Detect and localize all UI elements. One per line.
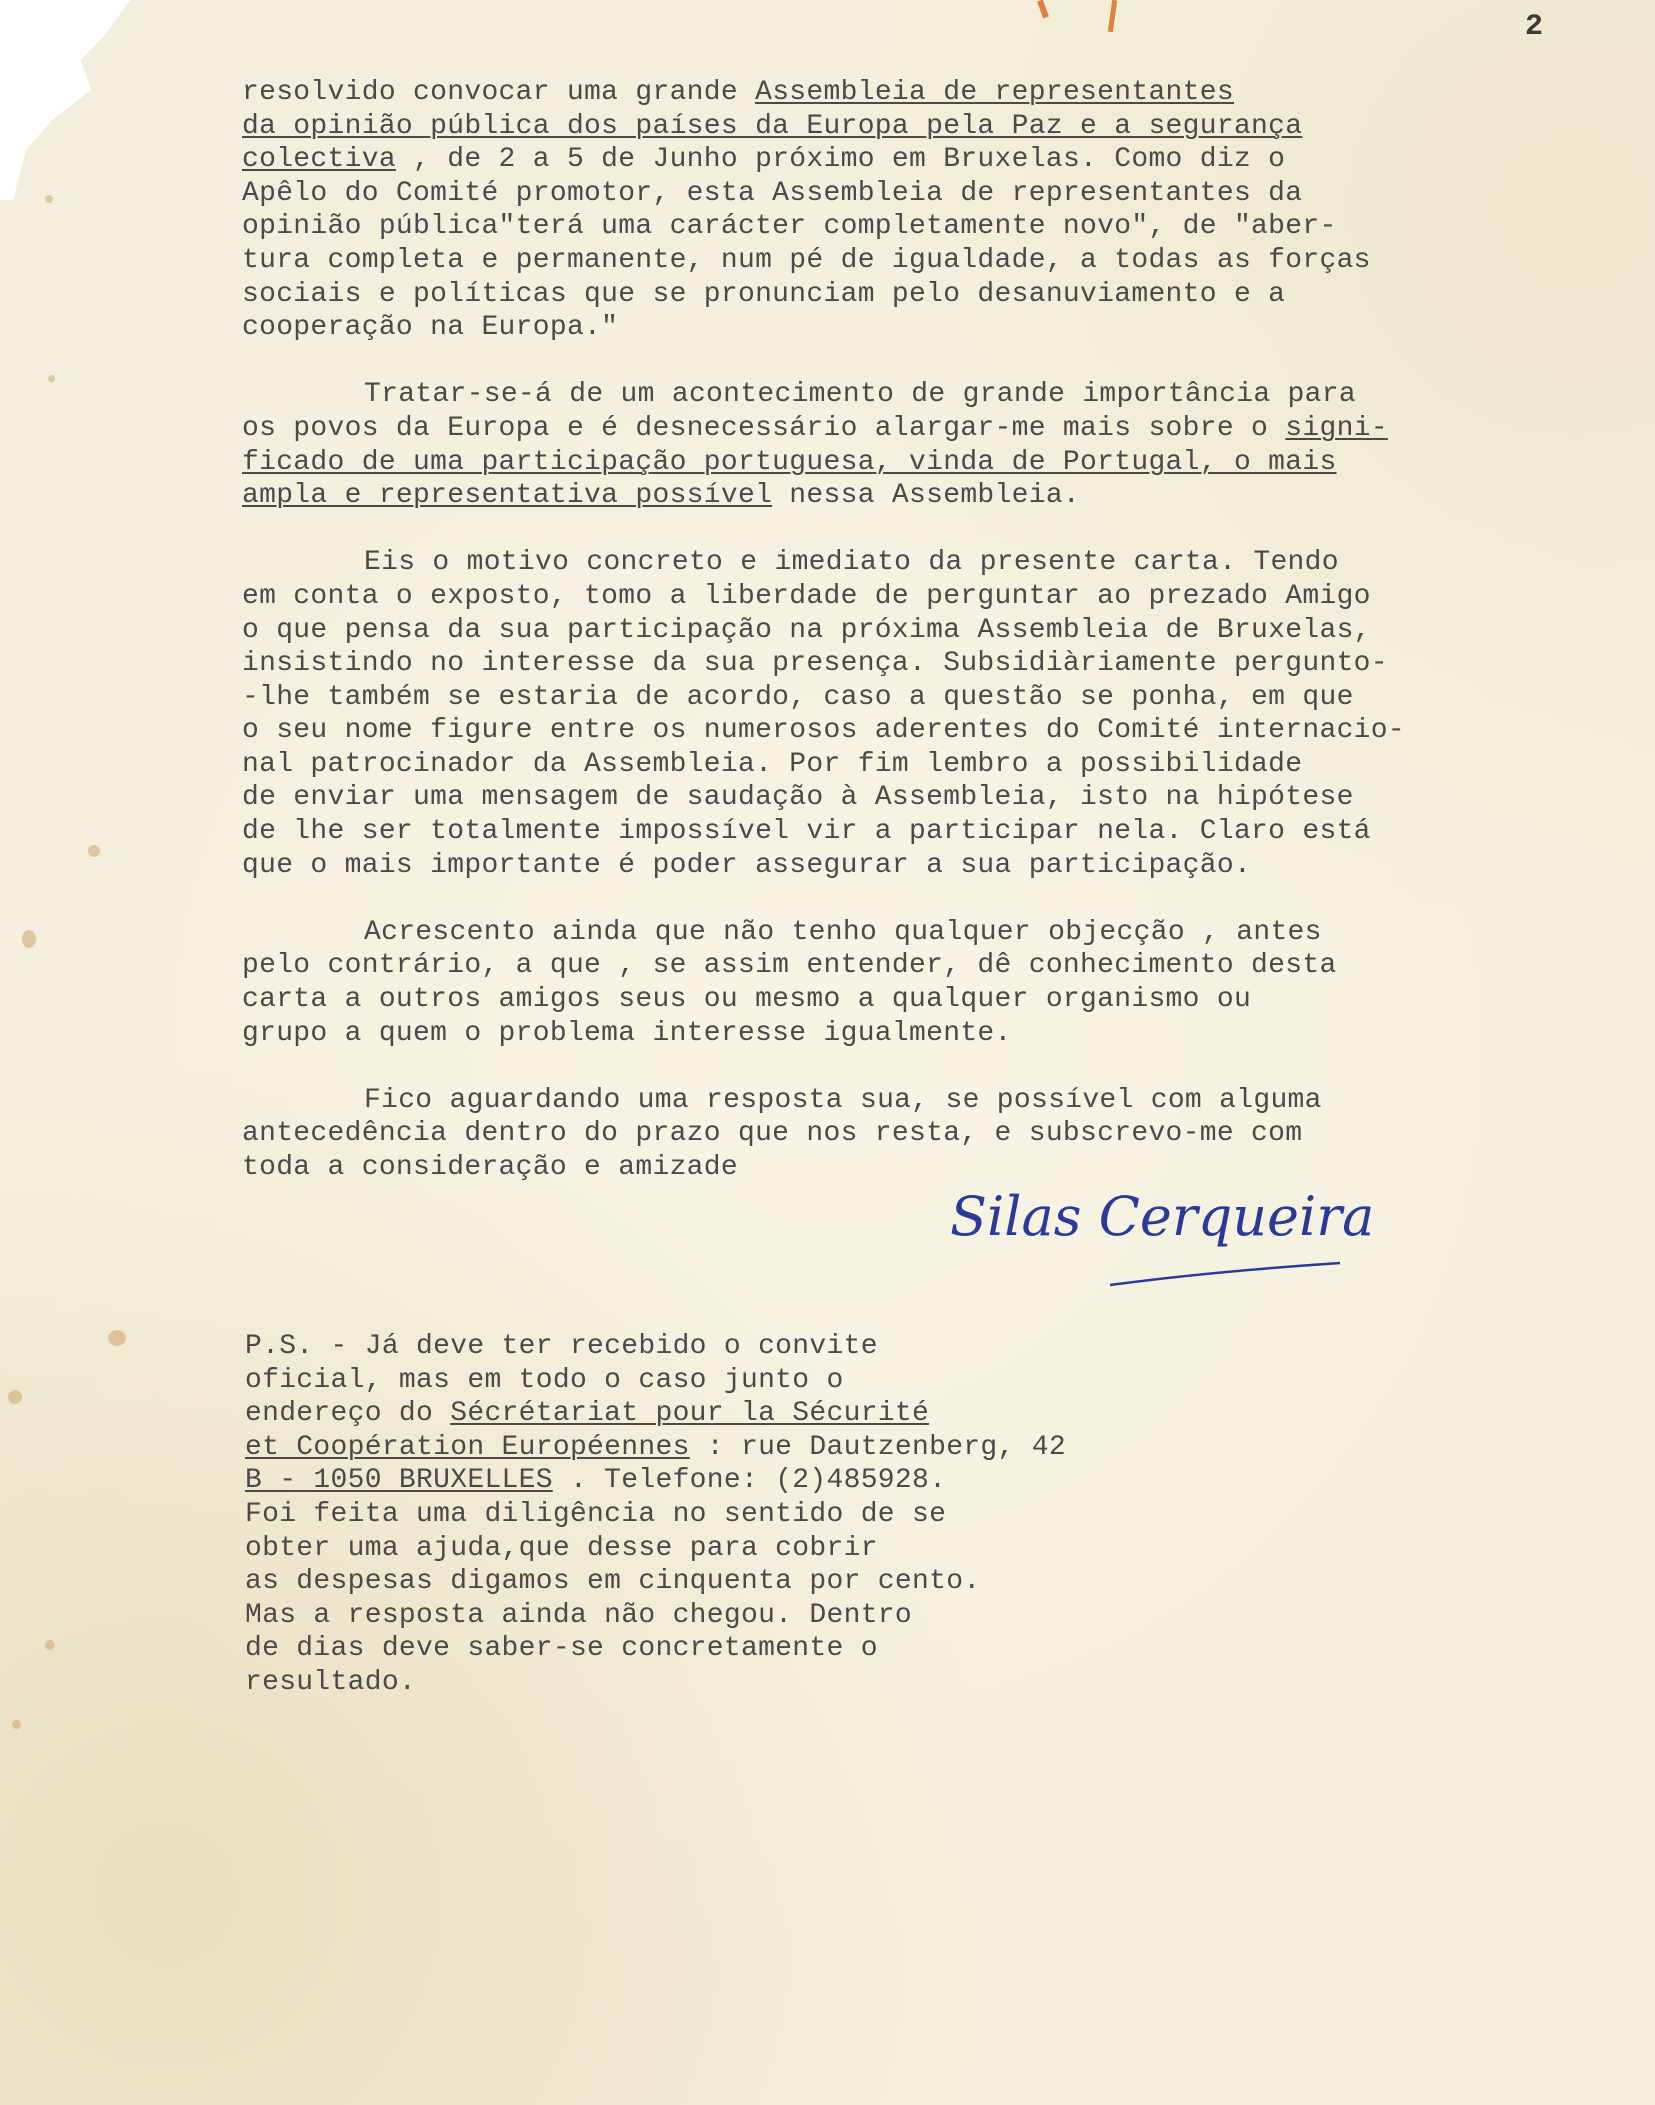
text-line [242,849,1642,883]
underlined-text: Sécrétariat pour la Sécurité [450,1398,930,1430]
text-line [242,278,1642,312]
text-segment: grupo a quem o problema interesse igualmente. [242,1017,1012,1049]
age-spot [22,930,36,948]
text-segment: opinião pública"terá uma carácter completamente novo", de "aber- [242,211,1337,243]
text-segment: resultado. [245,1666,417,1698]
text-line [245,1397,1245,1431]
text-line [245,1330,1245,1364]
text-segment: Eis o motivo concreto e imediato da presente carta. Tendo [364,547,1339,579]
text-line [245,1632,1245,1666]
signature-underline [950,1185,1350,1295]
top-edge-mark [1037,0,1049,18]
paragraph [242,378,1642,512]
text-line [242,1084,1642,1118]
text-segment: Apêlo do Comité promotor, esta Assembleia de representantes da [242,177,1303,209]
age-spot [12,1720,21,1729]
text-line [242,244,1642,278]
text-line [242,580,1642,614]
text-line [242,177,1642,211]
text-line [242,647,1642,681]
text-line [245,1565,1245,1599]
paragraph [242,916,1642,1050]
underlined-text: B - 1050 BRUXELLES [245,1465,553,1497]
text-line [242,1117,1642,1151]
text-line [245,1364,1245,1398]
text-line [242,815,1642,849]
postscript [245,1330,1245,1700]
text-segment: P.S. - Já deve ter recebido o convite [245,1331,878,1362]
text-segment: nal patrocinador da Assembleia. Por fim lembro a possibilidade [242,748,1303,780]
text-segment: Fico aguardando uma resposta sua, se possível com alguma [364,1084,1322,1116]
text-segment: endereço do [245,1398,451,1430]
underlined-text: ampla e representativa possível [242,480,773,512]
text-segment: . Telefone: (2)485928. [552,1465,947,1497]
torn-corner [0,0,130,200]
text-line [242,412,1642,446]
text-line [242,916,1642,950]
text-line [242,446,1642,480]
text-segment: toda a consideração e amizade [242,1152,738,1183]
text-segment: pelo contrário, a que , se assim entender, dê conhecimento desta [242,950,1337,982]
text-line [242,949,1642,983]
text-line [242,681,1642,715]
text-segment: o seu nome figure entre os numerosos aderentes do Comité internacio- [242,715,1405,747]
text-line [242,143,1642,177]
signature-text: Silas Cerqueira [950,1185,1375,1248]
text-segment: as despesas digamos em cinquenta por cento. [245,1566,981,1598]
text-line [245,1464,1245,1498]
text-line [242,614,1642,648]
text-segment: Foi feita uma diligência no sentido de se [245,1498,947,1530]
age-spot [88,845,100,857]
letter-body [242,76,1642,1218]
paragraph [242,1084,1642,1185]
text-line [242,1151,1642,1185]
text-line [242,714,1642,748]
text-line [245,1666,1245,1700]
text-line [242,479,1642,513]
text-segment: o que pensa da sua participação na próxima Assembleia de Bruxelas, [242,614,1371,646]
age-spot [45,195,53,203]
underlined-text: da opinião pública dos países da Europa pela Paz e a segurança [242,110,1303,142]
text-segment: tura completa e permanente, num pé de igualdade, a todas as forças [242,244,1371,276]
age-spot [8,1390,22,1404]
text-line [245,1431,1245,1465]
text-segment: -lhe também se estaria de acordo, caso a questão se ponha, em que [242,681,1354,713]
text-line [242,546,1642,580]
text-line [242,1017,1642,1051]
text-segment: Mas a resposta ainda não chegou. Dentro [245,1599,913,1631]
paragraph [242,76,1642,345]
text-segment: Acrescento ainda que não tenho qualquer objecção , antes [364,916,1322,948]
text-line [242,378,1642,412]
text-line [242,76,1642,110]
underlined-text: Assembleia de representantes [755,77,1234,108]
underlined-text: signi- [1285,412,1388,444]
text-line [242,781,1642,815]
text-line [242,210,1642,244]
underlined-text: ficado de uma participação portuguesa, vinda de Portugal, o mais [242,446,1337,478]
text-segment: em conta o exposto, tomo a liberdade de perguntar ao prezado Amigo [242,580,1371,612]
text-segment: os povos da Europa e é desnecessário alargar-me mais sobre o [242,412,1286,444]
text-segment: : rue Dautzenberg, 42 [689,1431,1066,1463]
age-spot [48,375,55,382]
page-number: 2 [1525,10,1544,44]
signature [950,1185,1375,1295]
text-line [242,748,1642,782]
text-segment: resolvido convocar uma grande [242,77,756,108]
text-segment: cooperação na Europa." [242,312,619,344]
text-segment: antecedência dentro do prazo que nos resta, e subscrevo-me com [242,1118,1303,1150]
text-segment: insistindo no interesse da sua presença. Subsidiàriamente pergunto- [242,648,1388,680]
text-line [242,311,1642,345]
text-segment: obter uma ajuda,que desse para cobrir [245,1532,878,1564]
text-segment: Tratar-se-á de um acontecimento de grande importância para [364,379,1356,411]
text-line [245,1599,1245,1633]
text-line [245,1532,1245,1566]
text-line [242,983,1642,1017]
text-segment: nessa Assembleia. [772,480,1081,512]
age-spot [45,1640,55,1650]
top-edge-mark [1108,0,1117,32]
text-segment: de enviar uma mensagem de saudação à Assembleia, isto na hipótese [242,782,1354,814]
text-line [245,1498,1245,1532]
underlined-text: et Coopération Européennes [245,1431,690,1463]
age-spot [108,1330,126,1346]
text-segment: carta a outros amigos seus ou mesmo a qualquer organismo ou [242,984,1252,1016]
text-segment: que o mais importante é poder assegurar a sua participação. [242,849,1252,881]
text-segment: de dias deve saber-se concretamente o [245,1633,878,1665]
text-segment: sociais e políticas que se pronunciam pelo desanuviamento e a [242,278,1286,310]
underlined-text: colectiva [242,144,396,176]
text-segment: oficial, mas em todo o caso junto o [245,1364,844,1396]
text-line [242,110,1642,144]
text-segment: de lhe ser totalmente impossível vir a participar nela. Claro está [242,816,1371,848]
text-segment: , de 2 a 5 de Junho próximo em Bruxelas. Como diz o [395,144,1286,176]
paragraph [242,546,1642,882]
